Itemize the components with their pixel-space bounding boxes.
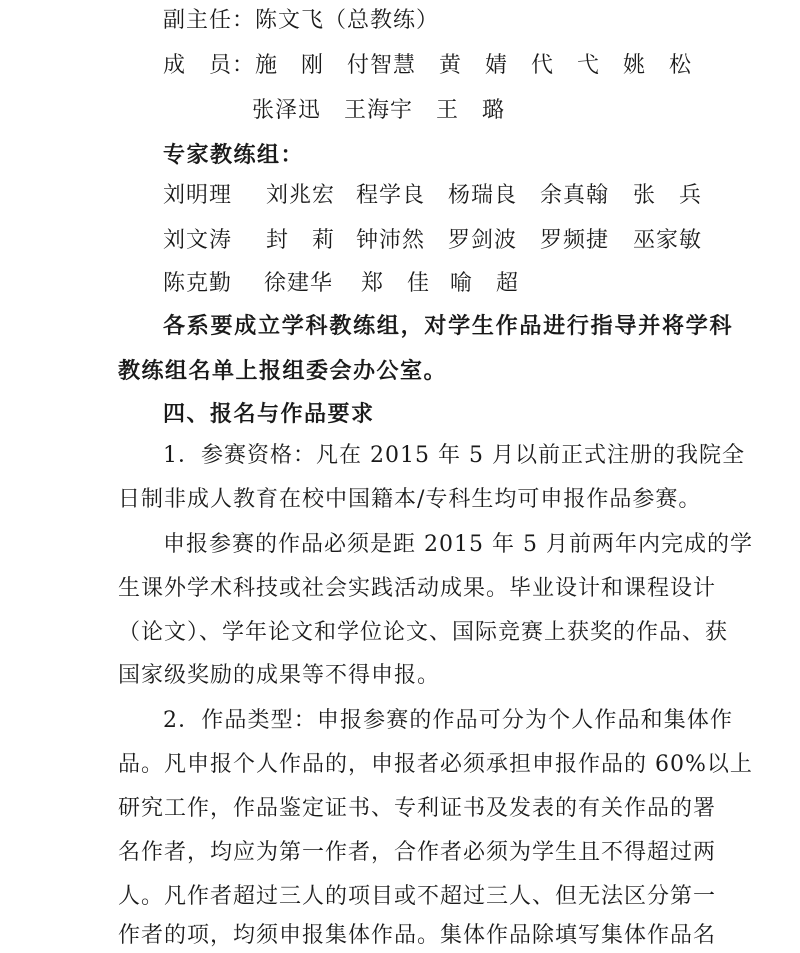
expert-name: 刘文涛: [163, 228, 233, 253]
expert-name: 刘明理: [163, 183, 233, 208]
para2-line-4: 国家级奖励的成果等不得申报。: [118, 663, 441, 688]
expert-name: 杨瑞良: [448, 183, 518, 208]
members-line-1: 成 员：施 刚 付智慧 黄 婧 代 弋 姚 松: [163, 53, 693, 78]
para2-line-1: 申报参赛的作品必须是距 2015 年 5 月前两年内完成的学: [163, 532, 753, 557]
expert-name: 程学良: [356, 183, 426, 208]
notice-line-1: 各系要成立学科教练组，对学生作品进行指导并将学科: [163, 314, 733, 339]
para2-line-2: 生课外学术科技或社会实践活动成果。毕业设计和课程设计: [118, 576, 717, 601]
expert-name: 陈克勤: [163, 271, 233, 296]
expert-group-heading: 专家教练组：: [163, 143, 305, 168]
expert-name: 余真翰: [540, 183, 610, 208]
item2-line-1: 2．作品类型：申报参赛的作品可分为个人作品和集体作: [163, 708, 733, 733]
item2-line-2: 品。凡申报个人作品的，申报者必须承担申报作品的 60%以上: [118, 752, 753, 777]
expert-name: 罗剑波: [448, 228, 518, 253]
expert-name: 喻 超: [450, 271, 520, 296]
vice-director-line: 副主任：陈文飞（总教练）: [163, 8, 440, 33]
expert-name: 张 兵: [633, 183, 703, 208]
para2-line-3: （论文）、学年论文和学位论文、国际竞赛上获奖的作品、获: [118, 620, 729, 645]
item1-line-1: 1．参赛资格：凡在 2015 年 5 月以前正式注册的我院全: [163, 443, 745, 468]
members-line-2: 张泽迅 王海宇 王 璐: [252, 98, 506, 123]
expert-name: 郑 佳: [361, 271, 431, 296]
expert-name: 徐建华: [264, 271, 334, 296]
item1-line-2: 日制非成人教育在校中国籍本/专科生均可申报作品参赛。: [118, 487, 702, 512]
item2-line-6: 作者的项，均须申报集体作品。集体作品除填写集体作品名: [118, 923, 717, 948]
expert-name: 罗频捷: [540, 228, 610, 253]
section-4-heading: 四、报名与作品要求: [163, 402, 375, 427]
expert-name: 巫家敏: [633, 228, 703, 253]
item2-line-5: 人。凡作者超过三人的项目或不超过三人、但无法区分第一: [118, 884, 717, 909]
item2-line-3: 研究工作，作品鉴定证书、专利证书及发表的有关作品的署: [118, 796, 717, 821]
expert-name: 封 莉: [266, 228, 336, 253]
notice-line-2: 教练组名单上报组委会办公室。: [118, 359, 448, 384]
expert-name: 钟沛然: [356, 228, 426, 253]
item2-line-4: 名作者，均应为第一作者，合作者必须为学生且不得超过两: [118, 840, 717, 865]
expert-name: 刘兆宏: [266, 183, 336, 208]
